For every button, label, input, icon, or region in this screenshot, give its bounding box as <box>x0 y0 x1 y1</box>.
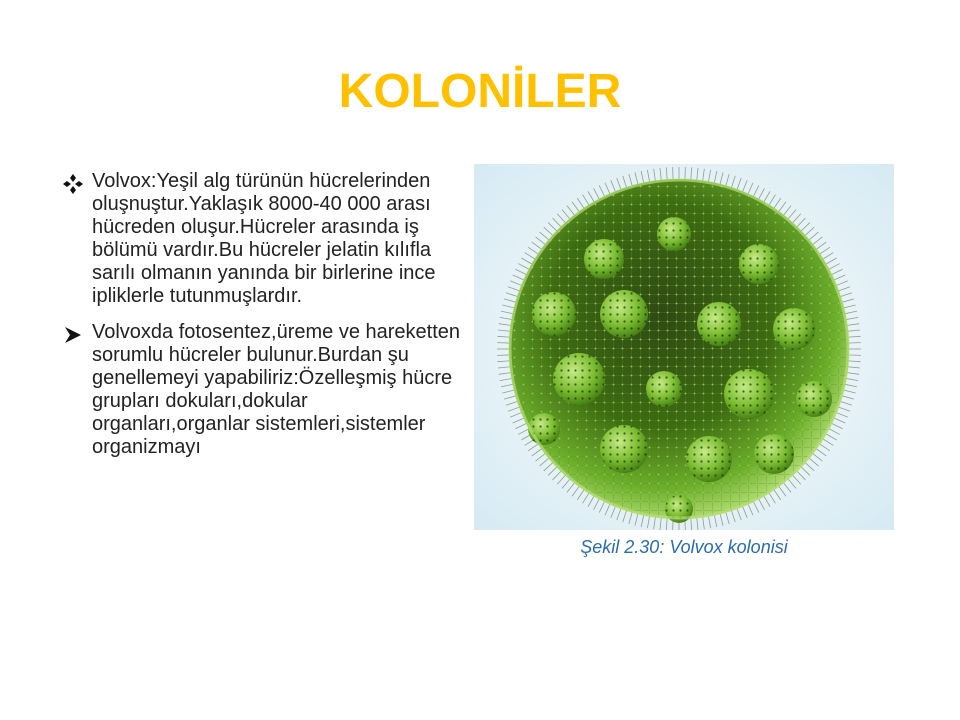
diamond-bullet-icon <box>62 173 84 195</box>
volvox-colony-image <box>474 164 894 530</box>
arrowhead-bullet-icon <box>62 324 84 346</box>
bullet-list <box>62 170 462 472</box>
slide-title: KOLONİLER <box>338 65 622 118</box>
figure-caption: Şekil 2.30: Volvox kolonisi <box>580 537 788 557</box>
bullet-item-photosynthesis <box>62 321 462 459</box>
bullet-text: Volvox:Yeşil alg türünün hücrelerinden oluşnuştur.Yaklaşık 8000-40 000 arası hücreden oluşur.Hücreler arasında iş bölümü vardır.Bu hücreler jelatin kılıfla sarılı olmanın yanında bir birlerine ince ipliklerle tutunmuşlardır. <box>92 170 436 307</box>
bullet-item-volvox <box>62 170 462 308</box>
volvox-figure <box>474 164 894 566</box>
bullet-text: Volvoxda fotosentez,üreme ve hareketten sorumlu hücreler bulunur.Burdan şu genellemeyi yapabiliriz:Özelleşmiş hücre grupları dokuları,dokular organları,organlar sistemleri,sistemler organizmayı <box>92 321 461 458</box>
